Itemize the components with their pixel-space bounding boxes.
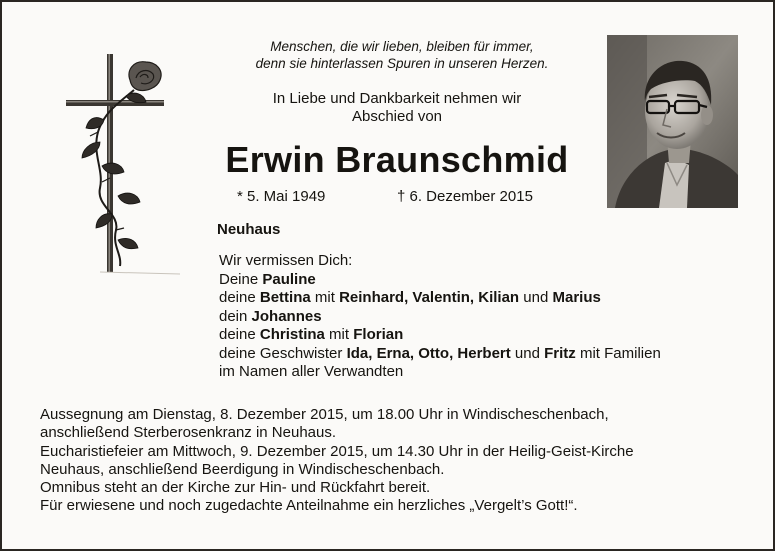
mourner-name: Pauline <box>262 270 316 288</box>
mourner-text: im Namen aller Verwandten <box>219 363 404 380</box>
mourner-text: und <box>510 344 545 362</box>
notice-line: Eucharistiefeier am Mittwoch, 9. Dezember 2015, um 14.30 Uhr in der Heilig-Geist-Kirche <box>40 442 634 460</box>
mourner-line <box>219 252 769 271</box>
mourner-text: dein <box>219 307 252 325</box>
hometown: Neuhaus <box>217 221 281 238</box>
mourners-list <box>219 252 769 382</box>
mourner-line <box>219 345 769 364</box>
mourner-text: Wir vermissen Dich: <box>219 252 353 269</box>
death-date: † 6. Dezember 2015 <box>397 188 533 205</box>
mourner-text: deine <box>219 289 260 306</box>
notice-line: Omnibus steht an der Kirche zur Hin- und Rückfahrt bereit. <box>40 479 431 497</box>
mourner-text: deine Geschwister <box>219 344 347 362</box>
mourner-text: mit <box>324 326 354 343</box>
mourner-text: mit Familien <box>575 344 661 362</box>
notice-line: Neuhaus, anschließend Beerdigung in Windischeschenbach. <box>40 460 445 478</box>
deceased-name: Erwin Braunschmid <box>225 139 569 180</box>
mourner-line <box>219 363 769 382</box>
quote-line: denn sie hinterlassen Spuren in unseren Herzen. <box>255 56 549 71</box>
quote-line: Menschen, die wir lieben, bleiben für immer, <box>270 39 534 54</box>
mourner-line <box>219 271 769 290</box>
mourner-text: mit <box>310 289 340 306</box>
intro-line: Abschied von <box>351 108 443 125</box>
mourner-line <box>219 308 769 327</box>
mourner-name: Johannes <box>251 307 322 325</box>
mourner-text: und <box>519 289 553 306</box>
notice-line: anschließend Sterberosenkranz in Neuhaus. <box>40 424 337 442</box>
mourner-name: Marius <box>552 289 601 306</box>
mourner-line <box>219 326 769 345</box>
notice-line: Für erwiesene und noch zugedachte Anteilnahme ein herzliches „Vergelt’s Gott!“. <box>40 497 578 515</box>
portrait-photo <box>607 35 738 208</box>
mourner-name: Ida, Erna, Otto, Herbert <box>346 344 511 362</box>
mourner-text: Deine <box>219 270 263 288</box>
mourner-name: Bettina <box>259 289 311 306</box>
memorial-quote <box>202 38 602 72</box>
intro-line: In Liebe und Dankbarkeit nehmen wir <box>272 90 522 107</box>
birth-date: * 5. Mai 1949 <box>237 188 326 205</box>
farewell-intro <box>212 90 582 126</box>
mourner-line <box>219 289 769 308</box>
notice-line: Aussegnung am Dienstag, 8. Dezember 2015, um 18.00 Uhr in Windischeschenbach, <box>40 406 609 423</box>
mourner-name: Christina <box>259 326 325 343</box>
mourner-name: Reinhard, Valentin, Kilian <box>339 289 520 306</box>
mourner-name: Fritz <box>544 344 576 362</box>
mourner-text: deine <box>219 326 260 343</box>
funeral-notice <box>40 406 770 516</box>
mourner-name: Florian <box>353 326 404 343</box>
